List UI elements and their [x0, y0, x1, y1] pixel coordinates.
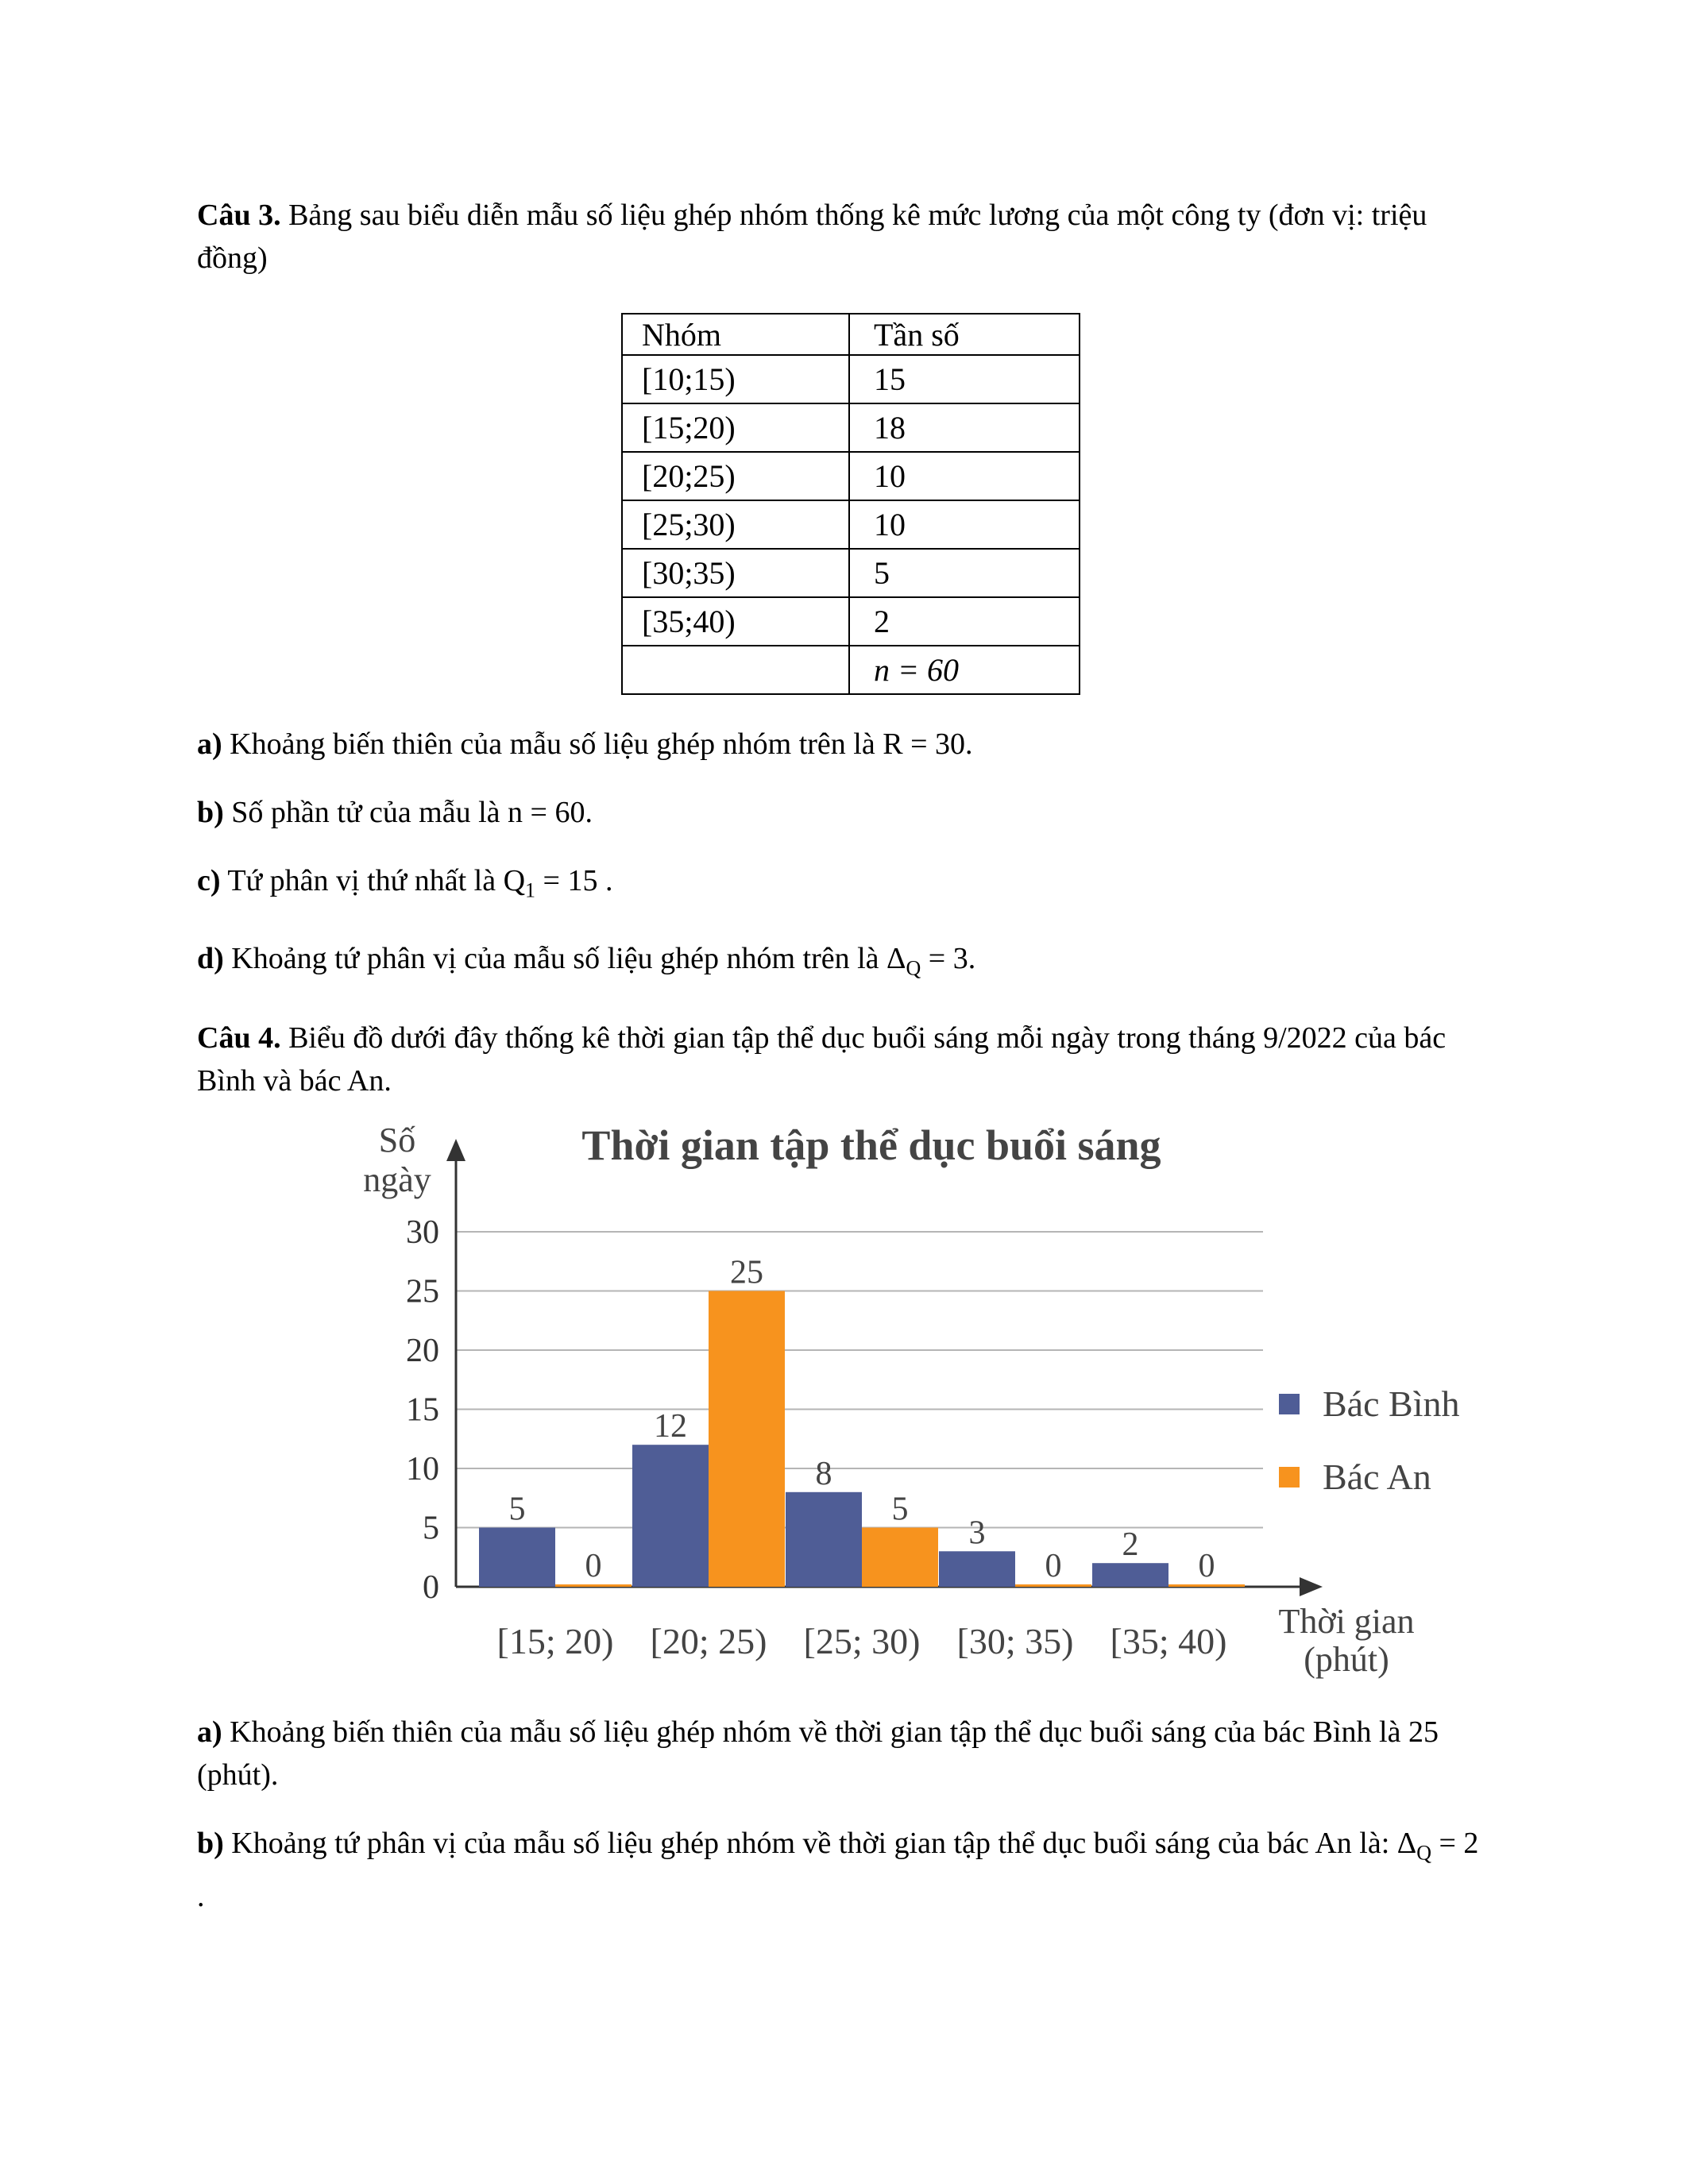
option-label: a) — [197, 727, 222, 761]
option-label: b) — [197, 796, 224, 829]
subscript: Q — [1416, 1841, 1431, 1865]
option-label: b) — [197, 1827, 224, 1860]
data-label: 5 — [891, 1491, 909, 1528]
y-tick-label: 5 — [423, 1510, 439, 1547]
x-tick-label: [30; 35) — [956, 1621, 1074, 1661]
table-cell: 10 — [849, 452, 1080, 500]
table-total-cell: n = 60 — [849, 646, 1080, 694]
data-label: 12 — [654, 1408, 687, 1445]
bar-an — [709, 1291, 785, 1588]
x-tick-label: [35; 40) — [1110, 1621, 1227, 1661]
q4-label: Câu 4. — [197, 1021, 281, 1055]
q3-option-c — [197, 859, 1492, 913]
table-cell: [10;15) — [622, 355, 849, 403]
y-axis-arrow — [446, 1139, 465, 1161]
y-tick-label: 15 — [406, 1391, 439, 1429]
q3-statement — [197, 194, 1492, 280]
table-cell: 10 — [849, 500, 1080, 549]
data-label: 2 — [1122, 1526, 1139, 1564]
data-label: 0 — [1045, 1548, 1062, 1584]
bar-binh — [1092, 1563, 1168, 1587]
option-text: Tứ phân vị thứ nhất là Q — [220, 864, 526, 897]
table-row — [622, 355, 1080, 403]
table-header-frequency: Tần số — [849, 314, 1080, 355]
option-text: Khoảng biến thiên của mẫu số liệu ghép nhóm về thời gian tập thể dục buổi sáng của bác Bình là 25 (phút). — [197, 1715, 1439, 1792]
q3-option-d — [197, 937, 1492, 990]
table-cell: 5 — [849, 549, 1080, 597]
table-cell: [35;40) — [622, 597, 849, 646]
option-text: Khoảng biến thiên của mẫu số liệu ghép nhóm trên là R = 30. — [222, 727, 973, 761]
option-label: d) — [197, 942, 224, 975]
exercise-time-chart — [350, 1112, 1485, 1700]
data-label: 0 — [1198, 1548, 1215, 1584]
option-text: Số phần tử của mẫu là n = 60. — [223, 796, 593, 829]
table-header-row — [622, 314, 1080, 355]
y-tick-label: 30 — [406, 1214, 439, 1251]
subscript: Q — [906, 956, 921, 980]
table-row — [622, 452, 1080, 500]
table-cell: 18 — [849, 403, 1080, 452]
salary-table — [621, 313, 1080, 695]
x-axis-label-line2: (phút) — [1304, 1640, 1389, 1679]
q4-option-a — [197, 1711, 1492, 1796]
option-text: Khoảng tứ phân vị của mẫu số liệu ghép nhóm về thời gian tập thể dục buổi sáng của bác An là: Δ — [223, 1827, 1417, 1860]
table-cell: [20;25) — [622, 452, 849, 500]
y-axis-label-line2: ngày — [363, 1160, 431, 1199]
data-label: 3 — [968, 1515, 986, 1552]
bar-an — [1168, 1584, 1245, 1587]
y-tick-label: 10 — [406, 1451, 439, 1488]
option-tail: = 3. — [921, 942, 976, 975]
x-tick-label: [25; 30) — [803, 1621, 921, 1661]
q4-text: Biểu đồ dưới đây thống kê thời gian tập thể dục buổi sáng mỗi ngày trong tháng 9/2022 của bác Bình và bác An. — [197, 1021, 1447, 1098]
x-axis-label-line1: Thời gian — [1278, 1602, 1415, 1641]
table-header-group: Nhóm — [622, 314, 849, 355]
x-axis-arrow — [1300, 1577, 1323, 1596]
table-row — [622, 646, 1080, 694]
option-tail: = 2 . — [197, 1827, 1479, 1913]
option-label: c) — [197, 864, 221, 897]
option-label: a) — [197, 1715, 222, 1749]
table-cell — [622, 646, 849, 694]
legend-swatch — [1279, 1394, 1300, 1414]
y-tick-label: 25 — [406, 1273, 439, 1310]
data-label: 5 — [508, 1491, 526, 1528]
bar-an — [1015, 1584, 1091, 1587]
legend-label: Bác An — [1323, 1457, 1431, 1497]
q3-label: Câu 3. — [197, 199, 281, 232]
y-tick-label: 0 — [423, 1569, 439, 1606]
bar-an — [555, 1584, 632, 1587]
subscript: 1 — [525, 878, 536, 902]
bar-an — [862, 1528, 938, 1588]
q4-option-b — [197, 1822, 1492, 1918]
table-row — [622, 549, 1080, 597]
table-row — [622, 500, 1080, 549]
table-row — [622, 403, 1080, 452]
data-label: 8 — [815, 1455, 832, 1492]
bar-binh — [479, 1528, 555, 1588]
table-cell: 15 — [849, 355, 1080, 403]
option-tail: = 15 . — [535, 864, 613, 897]
y-axis-label-line1: Số — [378, 1121, 416, 1160]
y-tick-label: 20 — [406, 1333, 439, 1369]
bar-binh — [939, 1551, 1015, 1587]
table-cell: [30;35) — [622, 549, 849, 597]
x-tick-label: [15; 20) — [496, 1621, 614, 1661]
bar-binh — [632, 1445, 709, 1587]
table-cell: [15;20) — [622, 403, 849, 452]
table-cell: 2 — [849, 597, 1080, 646]
data-label: 0 — [585, 1548, 602, 1584]
q3-text: Bảng sau biểu diễn mẫu số liệu ghép nhóm thống kê mức lương của một công ty (đơn vị: triệu đồng) — [197, 199, 1427, 275]
table-row — [622, 597, 1080, 646]
x-tick-label: [20; 25) — [650, 1621, 767, 1661]
bar-binh — [786, 1492, 862, 1587]
q4-statement — [197, 1017, 1492, 1102]
legend-label: Bác Bình — [1323, 1383, 1460, 1424]
chart-title: Thời gian tập thể dục buổi sáng — [581, 1121, 1161, 1169]
q3-option-b — [197, 791, 1492, 834]
data-label: 25 — [730, 1254, 763, 1291]
legend-swatch — [1279, 1467, 1300, 1488]
q3-option-a — [197, 723, 1492, 766]
option-text: Khoảng tứ phân vị của mẫu số liệu ghép nhóm trên là Δ — [223, 942, 906, 975]
table-cell: [25;30) — [622, 500, 849, 549]
